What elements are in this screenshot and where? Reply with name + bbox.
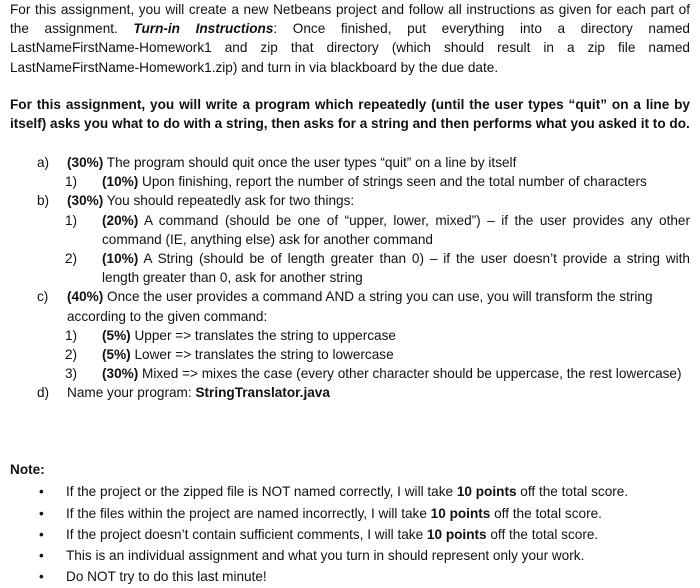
item-c-2 — [10, 345, 690, 364]
intro-text-2: : Once finished, put everything into a directory named LastNameFirstName-Homework1 and zip that directory (which should result in a zip file named LastNameFirstName-Homework1.zip) and turn in via blackboard by the due date. — [10, 21, 690, 75]
item-b-2 — [10, 249, 690, 287]
note-item — [10, 524, 690, 545]
item-text: Mixed => mixes the case (every other character should be uppercase, the rest lowercase) — [138, 366, 682, 382]
turnin-instructions-label: Turn-in Instructions — [133, 21, 274, 37]
task-description: For this assignment, you will write a program which repeatedly (until the user types “quit” on a line by itself) asks you what to do with a string, then asks for a string and then performs what you asked it to do. — [10, 97, 690, 132]
item-text: Name your program: — [67, 385, 196, 401]
note-list — [10, 481, 690, 587]
item-percent: (10%) — [102, 174, 139, 190]
item-percent: (20%) — [102, 212, 139, 228]
note-section — [10, 460, 690, 588]
item-label: 1) — [65, 174, 78, 190]
item-text: Upper => translates the string to uppercase — [130, 327, 396, 343]
note-points: 10 points — [456, 484, 517, 500]
item-a — [10, 153, 690, 172]
item-percent: (5%) — [102, 327, 131, 343]
note-points: 10 points — [430, 505, 491, 521]
item-text: Lower => translates the string to lowercase — [130, 347, 394, 363]
note-item — [10, 481, 690, 502]
item-b-1 — [10, 211, 690, 249]
bullet-icon: • — [39, 526, 44, 542]
item-text: A command (should be one of “upper, lower, mixed”) – if the user provides any other command (IE, anything else) ask for another command — [102, 212, 690, 247]
bullet-icon: • — [39, 569, 44, 585]
note-text: If the project doesn’t contain sufficient comments, I will take — [66, 526, 427, 542]
requirements-list — [10, 153, 690, 403]
item-percent: (10%) — [102, 251, 139, 267]
item-c-1 — [10, 326, 690, 345]
bullet-icon: • — [39, 484, 44, 500]
note-title: Note: — [10, 462, 45, 477]
item-b — [10, 191, 690, 210]
item-label: a) — [37, 155, 50, 170]
note-text: This is an individual assignment and what you turn in should represent only your work. — [66, 548, 585, 564]
item-text: You should repeatedly ask for two things: — [103, 193, 355, 209]
note-points: 10 points — [426, 526, 487, 542]
note-text: off the total score. — [490, 505, 602, 521]
item-label: 1) — [65, 327, 78, 343]
note-text: Do NOT try to do this last minute! — [66, 569, 267, 585]
note-item — [10, 566, 690, 587]
note-text: off the total score. — [486, 526, 599, 542]
item-text: The program should quit once the user types “quit” on a line by itself — [103, 155, 517, 170]
bullet-icon: • — [39, 548, 44, 564]
item-label: 2) — [65, 251, 78, 267]
note-item — [10, 545, 690, 566]
item-text: Once the user provides a command AND a string you can use, you will transform the string according to the given command: — [67, 289, 653, 324]
program-filename: StringTranslator.java — [195, 385, 330, 401]
item-d — [10, 383, 690, 402]
note-text: off the total score. — [516, 484, 629, 500]
item-text: Upon finishing, report the number of strings seen and the total number of characters — [138, 174, 647, 190]
item-percent: (30%) — [67, 155, 104, 170]
item-c-3 — [10, 364, 690, 383]
item-c — [10, 287, 690, 325]
item-label: 3) — [65, 366, 78, 382]
item-percent: (40%) — [67, 289, 104, 305]
item-label: 1) — [65, 212, 78, 228]
item-label: c) — [37, 289, 49, 305]
item-a-1 — [10, 172, 690, 191]
item-percent: (30%) — [102, 366, 139, 382]
item-label: 2) — [65, 347, 78, 363]
intro-text-1: For this assignment, you will create a new Netbeans project and follow all instructions as given for each part of the assignment. — [10, 2, 690, 37]
bullet-icon: • — [39, 505, 44, 521]
item-label: d) — [37, 385, 50, 401]
intro-paragraph — [10, 0, 690, 77]
item-percent: (5%) — [102, 347, 131, 363]
item-percent: (30%) — [67, 193, 104, 209]
item-text: A String (should be of length greater than 0) – if the user doesn’t provide a string with length greater than 0, ask for another string — [102, 251, 690, 286]
note-text: If the files within the project are named incorrectly, I will take — [66, 505, 431, 521]
note-text: If the project or the zipped file is NOT named correctly, I will take — [66, 484, 457, 500]
item-label: b) — [37, 193, 50, 209]
note-item — [10, 503, 690, 524]
